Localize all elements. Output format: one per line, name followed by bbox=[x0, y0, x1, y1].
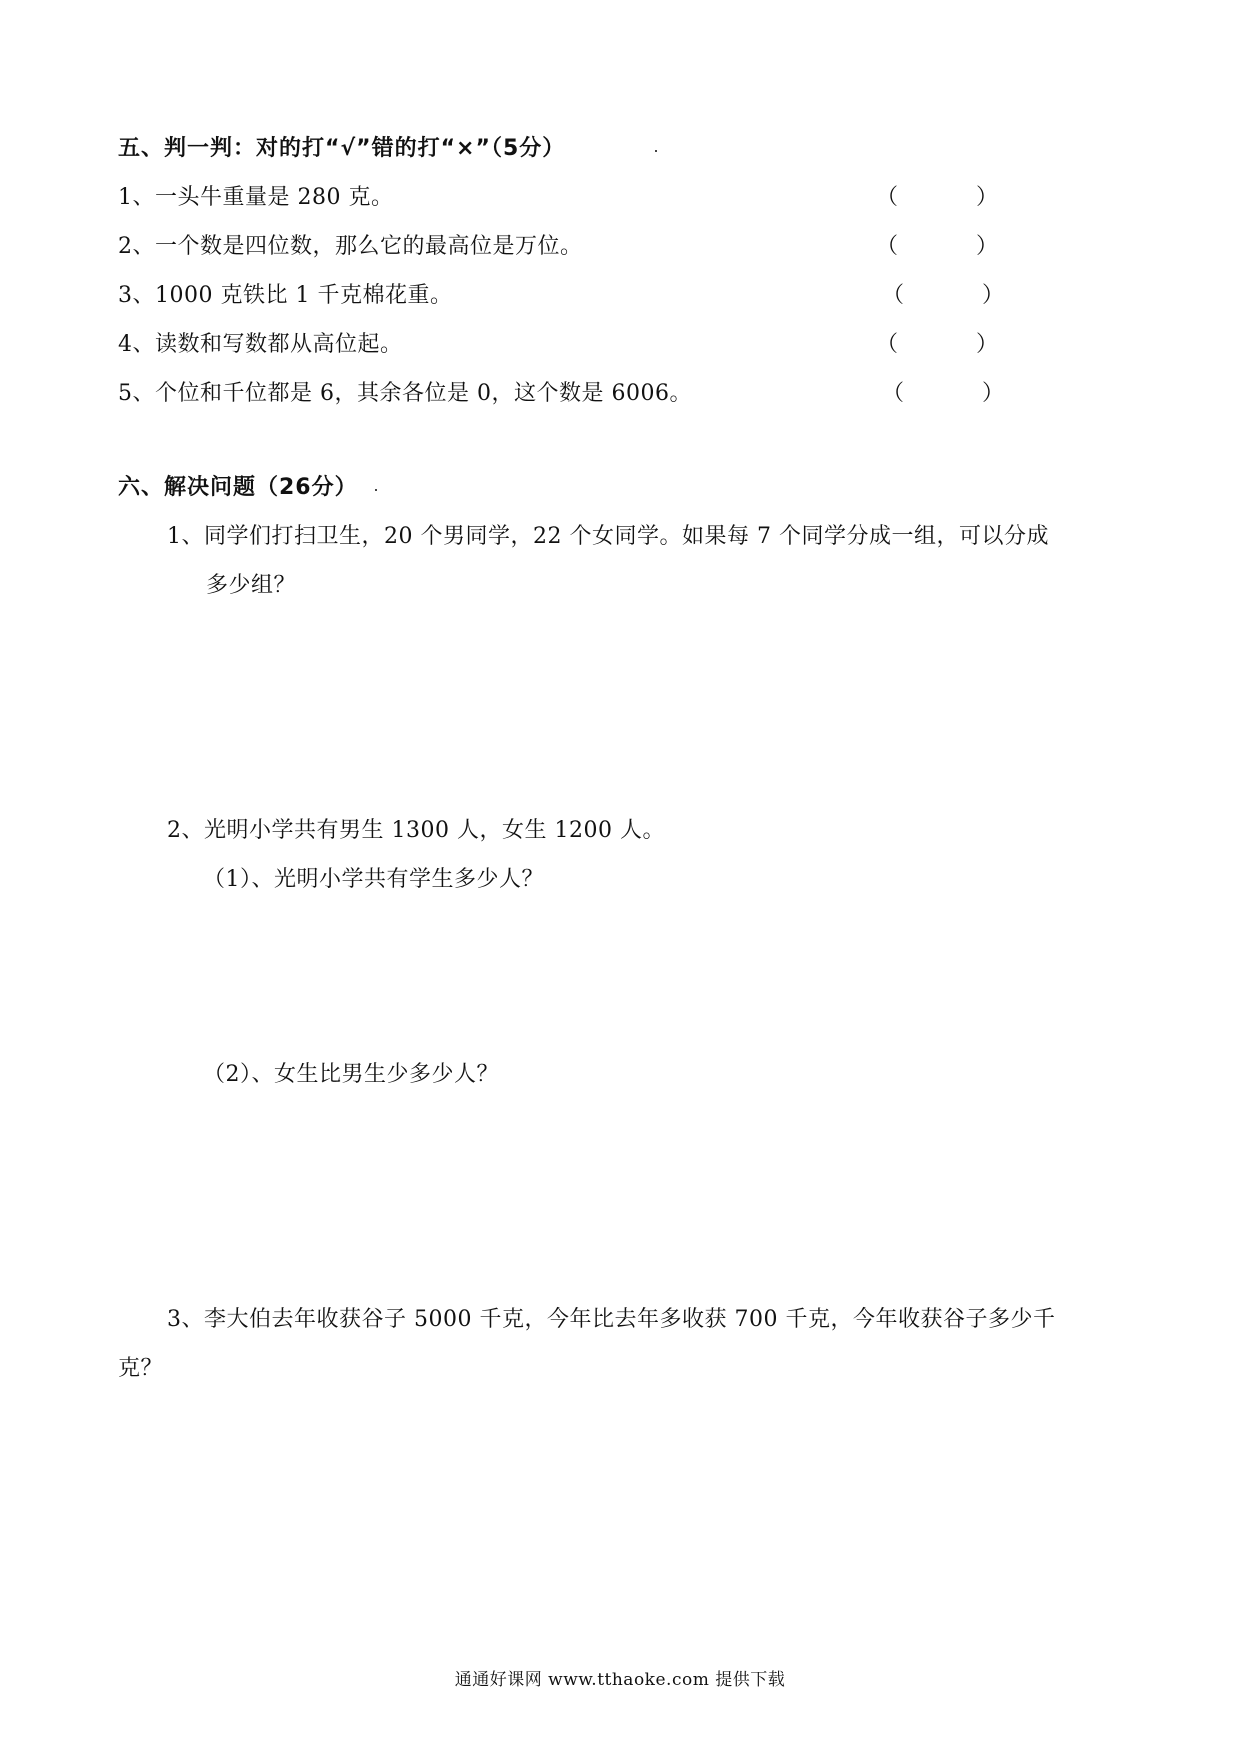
problem-1-line-1: 1、同学们打扫卫生，20 个男同学，22 个女同学。如果每 7 个同学分成一组，可以分成 bbox=[167, 524, 1049, 549]
answer-blank-4[interactable]: （ ） bbox=[876, 332, 999, 357]
problem-3-line-2: 克？ bbox=[118, 1356, 164, 1381]
problem-2-sub-2: （2）、女生比男生少多少人？ bbox=[203, 1062, 499, 1087]
problem-3-line-1: 3、李大伯去年收获谷子 5000 千克，今年比去年多收获 700 千克，今年收获谷子多少千 bbox=[167, 1307, 1056, 1332]
judge-item-2: 2、一个数是四位数，那么它的最高位是万位。 bbox=[118, 234, 583, 259]
page-footer: 通通好课网 www.tthaoke.com 提供下载 bbox=[454, 1670, 786, 1690]
stray-mark bbox=[655, 150, 657, 152]
answer-blank-3[interactable]: （ ） bbox=[882, 283, 1005, 308]
answer-blank-1[interactable]: （ ） bbox=[876, 185, 999, 210]
judge-item-1: 1、一头牛重量是 280 克。 bbox=[118, 185, 394, 210]
problem-2-sub-1: （1）、光明小学共有学生多少人？ bbox=[203, 867, 544, 892]
problem-1-line-2: 多少组？ bbox=[206, 573, 297, 598]
judge-item-3: 3、1000 克铁比 1 千克棉花重。 bbox=[118, 283, 453, 308]
judge-item-4: 4、读数和写数都从高位起。 bbox=[118, 332, 403, 357]
problem-2-stem: 2、光明小学共有男生 1300 人，女生 1200 人。 bbox=[167, 818, 665, 843]
answer-blank-2[interactable]: （ ） bbox=[876, 234, 999, 259]
section-6-heading: 六、解决问题（26分） bbox=[118, 475, 358, 500]
judge-item-5: 5、个位和千位都是 6，其余各位是 0，这个数是 6006。 bbox=[118, 381, 692, 406]
section-5-heading: 五、判一判：对的打“√”错的打“×”（5分） bbox=[118, 136, 566, 161]
answer-blank-5[interactable]: （ ） bbox=[882, 381, 1005, 406]
stray-mark bbox=[375, 489, 377, 491]
